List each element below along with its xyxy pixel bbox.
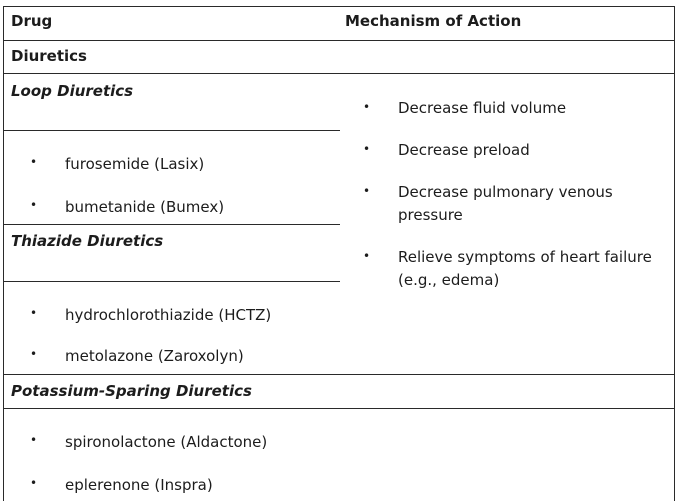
drug-item: eplerenone (Inspra) — [65, 476, 213, 494]
bullet-dot: • — [363, 249, 371, 263]
section-divider — [3, 73, 675, 74]
potassium-top-divider — [3, 374, 675, 375]
drug-item: hydrochlorothiazide (HCTZ) — [65, 306, 272, 324]
table-top-border — [3, 6, 675, 7]
bullet-dot: • — [30, 347, 38, 361]
group-title-potassium-sparing: Potassium-Sparing Diuretics — [11, 382, 252, 400]
drug-item: bumetanide (Bumex) — [65, 198, 225, 216]
bullet-dot: • — [30, 476, 38, 490]
drug-item: spironolactone (Aldactone) — [65, 433, 268, 451]
potassium-divider — [3, 408, 675, 409]
header-divider — [3, 40, 675, 41]
drug-item: metolazone (Zaroxolyn) — [65, 347, 244, 365]
section-title: Diuretics — [11, 47, 87, 65]
bullet-dot: • — [363, 142, 371, 156]
table-right-border — [674, 6, 675, 501]
bullet-dot: • — [30, 306, 38, 320]
group-title-loop: Loop Diuretics — [11, 82, 134, 100]
bullet-dot: • — [30, 155, 38, 169]
mechanism-column-header: Mechanism of Action — [345, 12, 522, 30]
thiazide-divider — [3, 281, 340, 282]
bullet-dot: • — [363, 184, 371, 198]
group-title-thiazide: Thiazide Diuretics — [11, 232, 164, 250]
mechanism-item: Decrease fluid volume — [398, 99, 567, 117]
table-left-border — [3, 6, 4, 501]
mechanism-item: Decrease preload — [398, 141, 530, 159]
drug-item: furosemide (Lasix) — [65, 155, 205, 173]
mechanism-item: Relieve symptoms of heart failure (e.g., edema) — [398, 248, 652, 289]
loop-divider — [3, 130, 340, 131]
mechanism-item: Decrease pulmonary venous pressure — [398, 183, 613, 224]
bullet-dot: • — [30, 433, 38, 447]
bullet-dot: • — [30, 198, 38, 212]
bullet-dot: • — [363, 100, 371, 114]
drug-column-header: Drug — [11, 12, 53, 30]
thiazide-top-divider — [3, 224, 340, 225]
